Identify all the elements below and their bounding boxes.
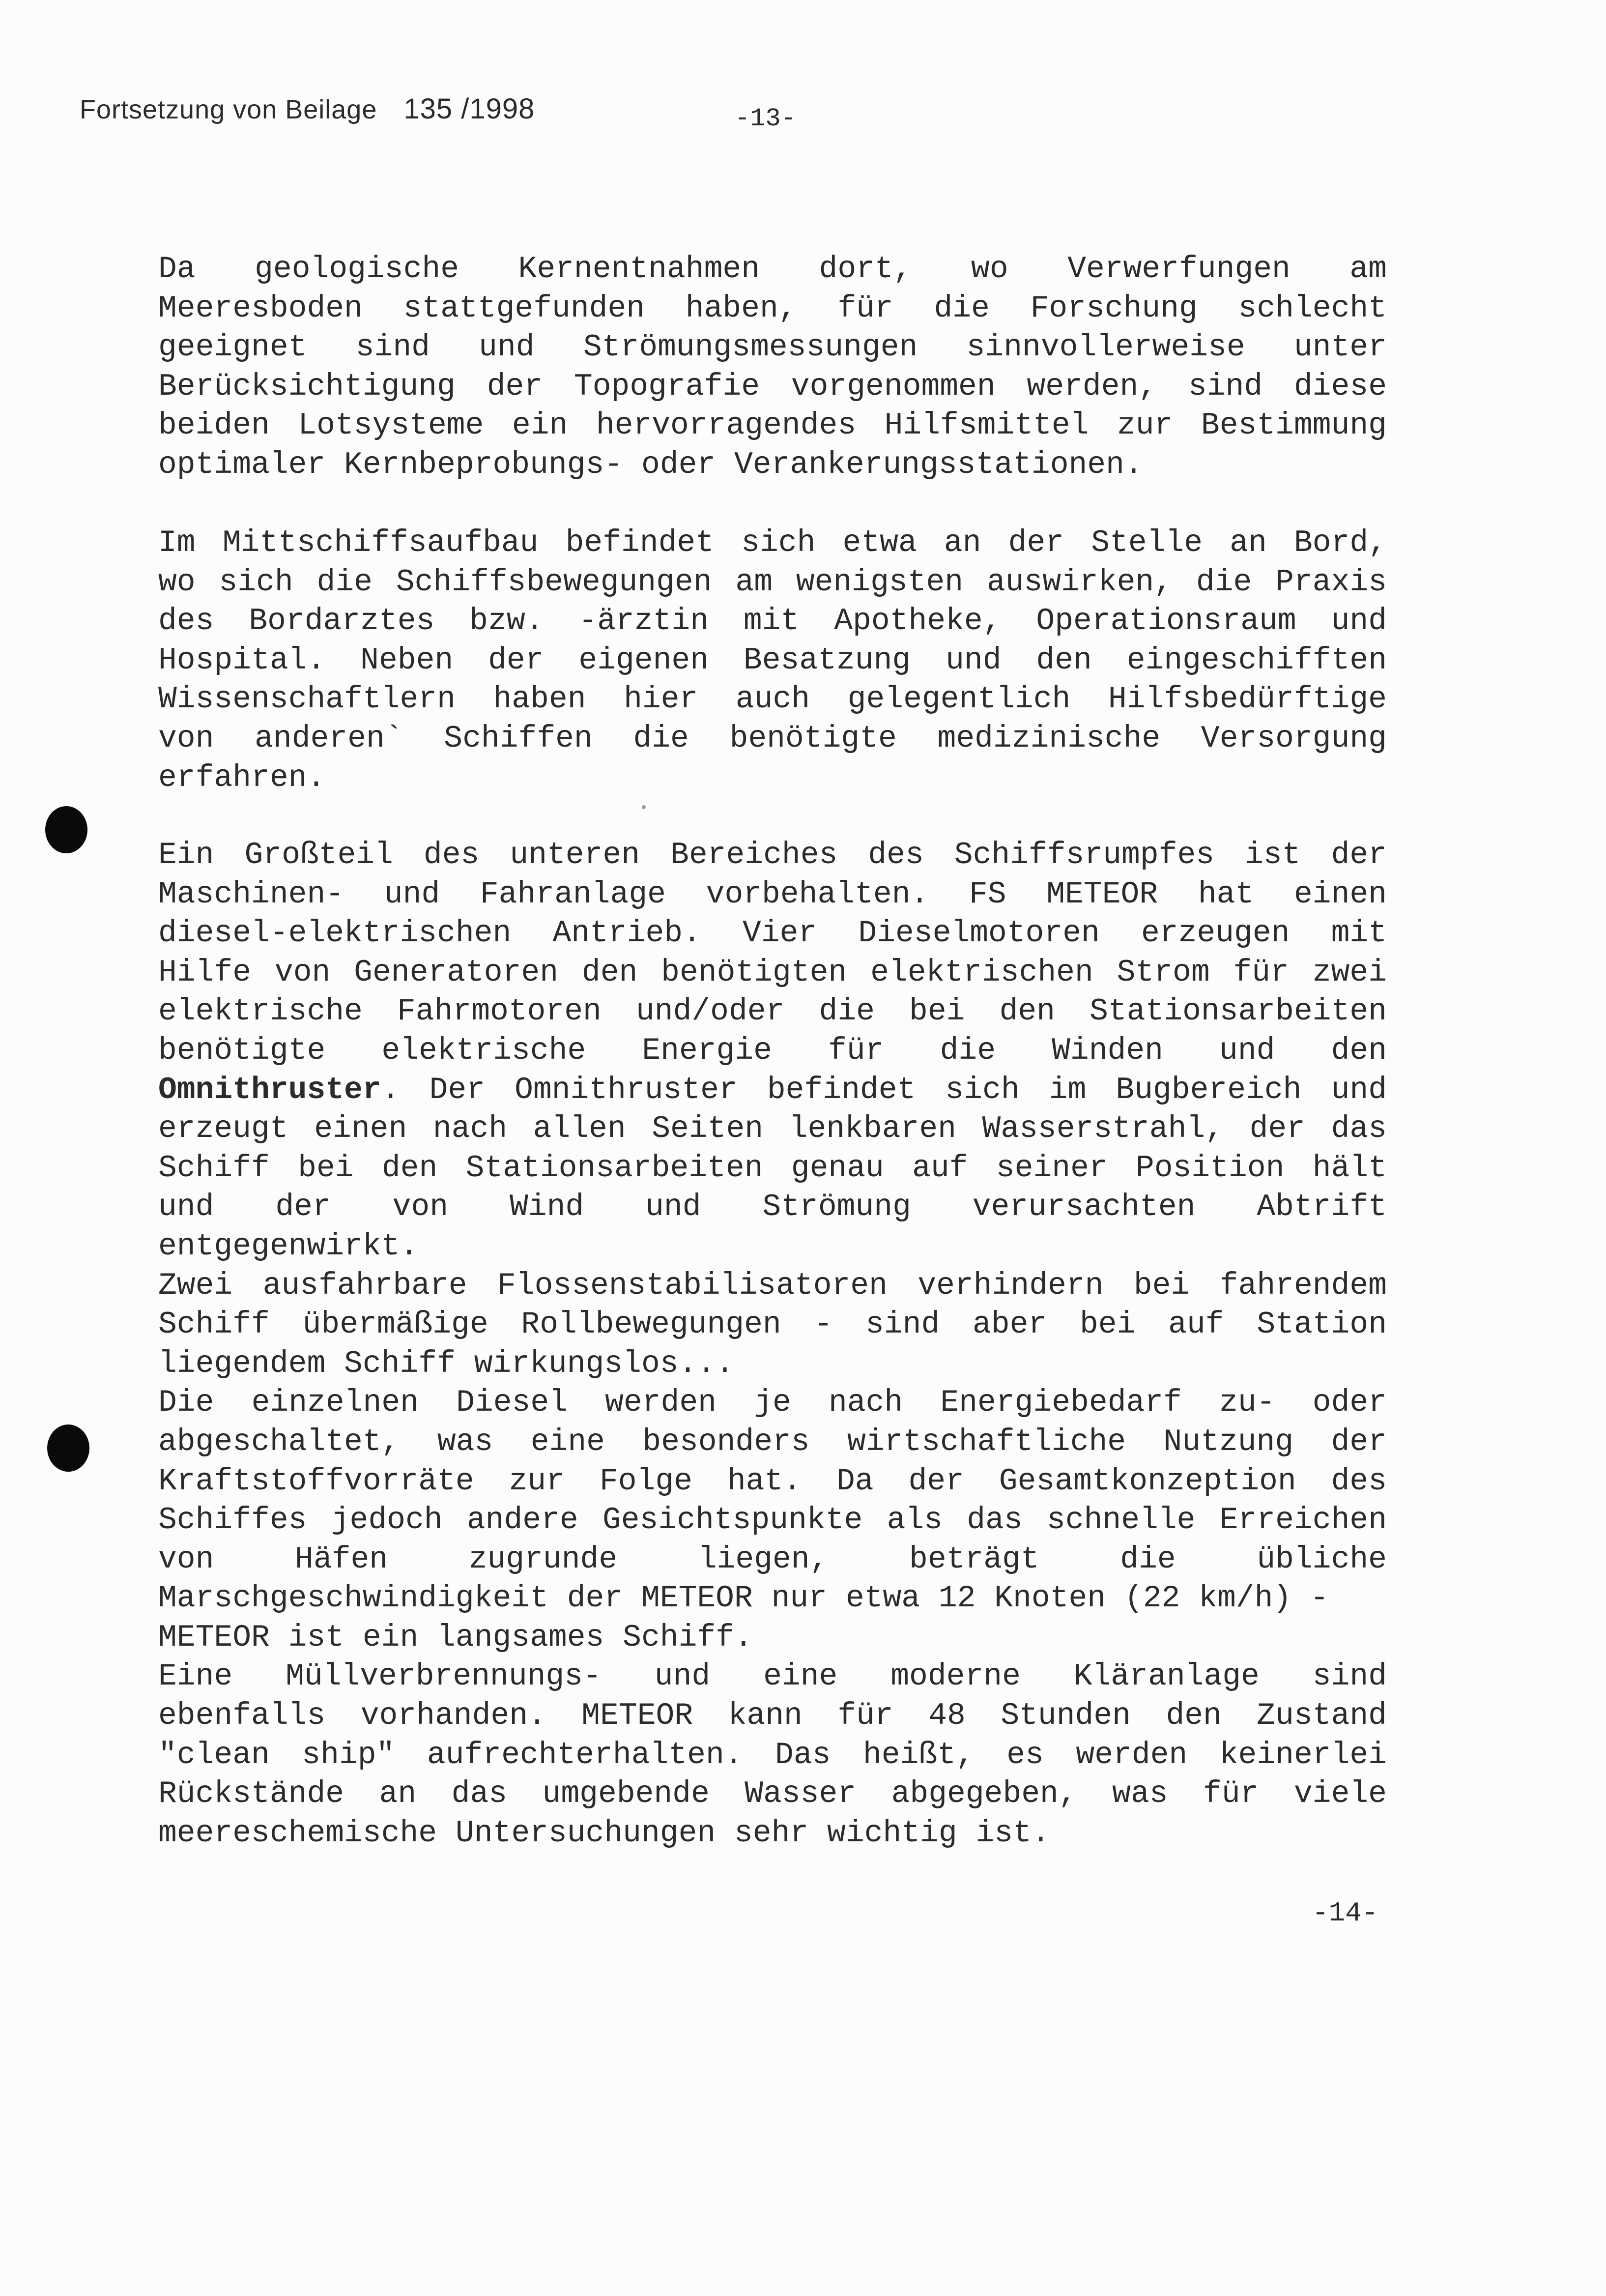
text-segment: . Der Omnithruster befindet sich im Bugbereich und [381, 1072, 1387, 1107]
text-line: entgegenwirkt. [158, 1228, 419, 1264]
text-line: diesel-elektrischen Antrieb. Vier Dieselmotoren erzeugen mit [158, 916, 1387, 951]
text-line: Meeresboden stattgefunden haben, für die Forschung schlecht [158, 291, 1387, 326]
text-line: Marschgeschwindigkeit der METEOR nur etwa 12 Knoten (22 km/h) - [158, 1581, 1329, 1616]
text-line: Wissenschaftlern haben hier auch gelegentlich Hilfsbedürftige [158, 682, 1387, 717]
header-reference [80, 92, 535, 125]
text-line: Maschinen- und Fahranlage vorbehalten. FS METEOR hat einen [158, 876, 1387, 912]
text-line: Schiffes jedoch andere Gesichtspunkte als das schnelle Erreichen [158, 1503, 1387, 1538]
text-line: Ein Großteil des unteren Bereiches des Schiffsrumpfes ist der [158, 838, 1387, 872]
punch-hole [47, 1424, 89, 1472]
paragraph-2 [158, 523, 1387, 797]
text-line: "clean ship" aufrechterhalten. Das heißt, es werden keinerlei [158, 1737, 1387, 1773]
text-line: geeignet sind und Strömungsmessungen sinnvollerweise unter [158, 330, 1387, 365]
text-line: liegendem Schiff wirkungslos... [158, 1346, 734, 1381]
text-line: ebenfalls vorhanden. METEOR kann für 48 Stunden den Zustand [158, 1698, 1387, 1734]
text-line: Hilfe von Generatoren den benötigten elektrischen Strom für zwei [158, 955, 1387, 990]
text-line: erfahren. [158, 760, 326, 795]
text-line: benötigte elektrische Energie für die Winden und den [158, 1033, 1387, 1068]
text-line: beiden Lotsysteme ein hervorragendes Hilfsmittel zur Bestimmung [158, 408, 1387, 443]
punch-hole [45, 806, 87, 853]
text-line: Eine Müllverbrennungs- und eine moderne Kläranlage sind [158, 1659, 1387, 1694]
scan-speck [642, 805, 646, 809]
paragraph-1 [158, 250, 1387, 485]
bold-term: Omnithruster [158, 1072, 381, 1107]
text-line: elektrische Fahrmotoren und/oder die bei den Stationsarbeiten [158, 994, 1387, 1029]
text-line: Kraftstoffvorräte zur Folge hat. Da der Gesamtkonzeption des [158, 1463, 1387, 1499]
text-line: Berücksichtigung der Topografie vorgenommen werden, sind diese [158, 369, 1387, 404]
text-line: Die einzelnen Diesel werden je nach Energiebedarf zu- oder [158, 1385, 1387, 1421]
text-line: von Häfen zugrunde liegen, beträgt die übliche [158, 1541, 1387, 1577]
text-line: Schiff bei den Stationsarbeiten genau auf seiner Position hält [158, 1150, 1387, 1186]
header-number: 135 /1998 [403, 93, 535, 125]
page-number-top: -13- [735, 104, 796, 133]
text-line: des Bordarztes bzw. -ärztin mit Apotheke, Operationsraum und [158, 604, 1387, 639]
text-line: Zwei ausfahrbare Flossenstabilisatoren verhindern bei fahrendem [158, 1268, 1387, 1303]
text-line: erzeugt einen nach allen Seiten lenkbaren Wasserstrahl, der das [158, 1111, 1387, 1147]
text-line: METEOR ist ein langsames Schiff. [158, 1620, 753, 1655]
text-line: Schiff übermäßige Rollbewegungen - sind aber bei auf Station [158, 1307, 1387, 1342]
text-line: Da geologische Kernentnahmen dort, wo Verwerfungen am [158, 252, 1387, 287]
text-line: und der von Wind und Strömung verursachten Abtrift [158, 1190, 1387, 1225]
text-line: wo sich die Schiffsbewegungen am wenigsten auswirken, die Praxis [158, 564, 1387, 600]
text-line: Im Mittschiffsaufbau befindet sich etwa an der Stelle an Bord, [158, 525, 1387, 560]
text-line: Rückstände an das umgebende Wasser abgegeben, was für viele [158, 1776, 1387, 1812]
text-line: Hospital. Neben der eigenen Besatzung und den eingeschifften [158, 642, 1387, 678]
text-line [158, 1071, 1387, 1110]
text-line: abgeschaltet, was eine besonders wirtschaftliche Nutzung der [158, 1424, 1387, 1459]
header-label: Fortsetzung von Beilage [80, 95, 377, 124]
paragraph-3 [158, 836, 1387, 1853]
page-number-bottom: -14- [1312, 1897, 1378, 1929]
text-line: von anderen` Schiffen die benötigte medizinische Versorgung [158, 721, 1387, 756]
text-line: optimaler Kernbeprobungs- oder Verankerungsstationen. [158, 447, 1143, 482]
text-line: meereschemische Untersuchungen sehr wichtig ist. [158, 1815, 1050, 1851]
